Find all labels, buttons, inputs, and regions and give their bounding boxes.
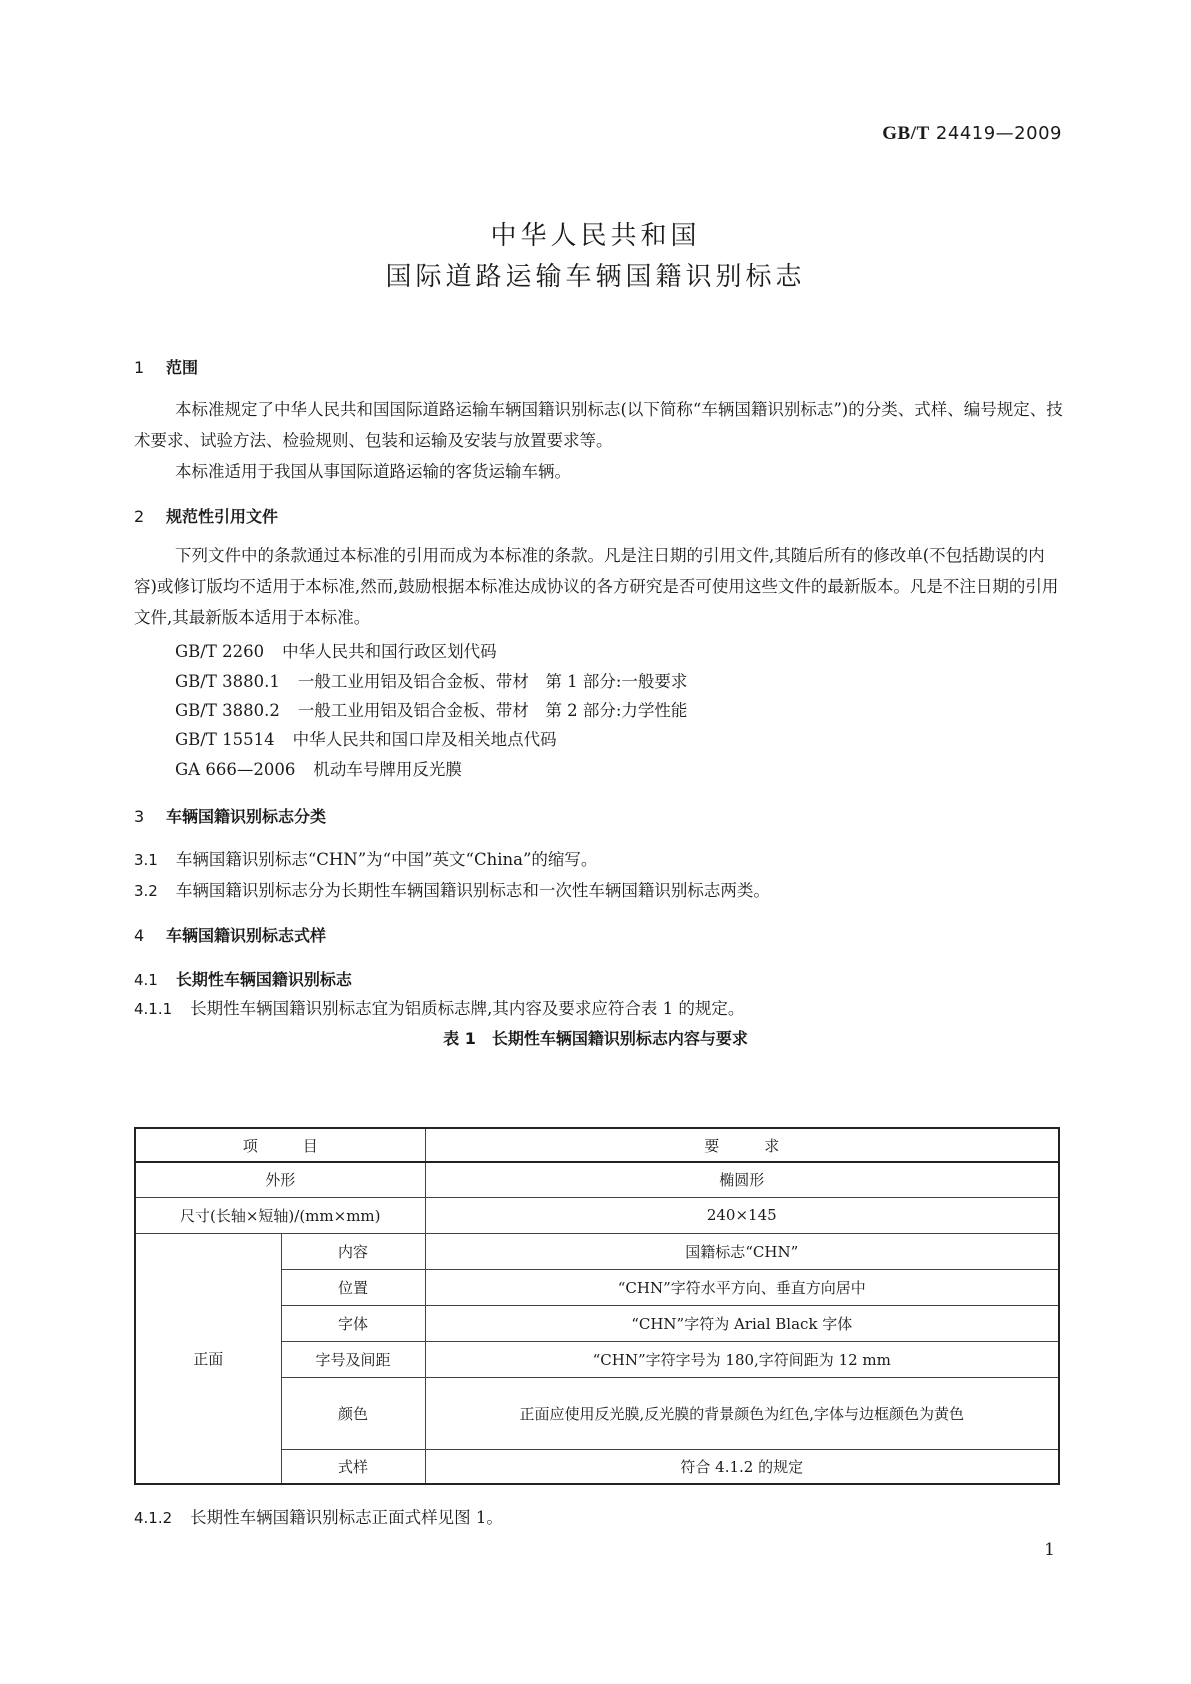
standard-code — [882, 123, 1062, 145]
table-row: 字号及间距 “CHN”字符字号为 180,字符间距为 12 mm — [135, 1341, 1059, 1377]
section-2-heading: 2 规范性引用文件 — [134, 507, 279, 526]
reference-item: GB/T 15514 中华人民共和国口岸及相关地点代码 — [175, 730, 557, 749]
requirements-table — [134, 1127, 1060, 1485]
standard-number: 24419—2009 — [935, 123, 1062, 144]
clause-3-1: 3.1 车辆国籍识别标志“CHN”为“中国”英文“China”的缩写。 — [134, 850, 598, 869]
section-1-paragraph-1: 本标准规定了中华人民共和国国际道路运输车辆国籍识别标志(以下简称“车辆国籍识别标志”)的分类、式样、编号规定、技术要求、试验方法、检验规则、包装和运输及安装与放置要求等。 — [134, 400, 1063, 450]
reference-item: GA 666—2006 机动车号牌用反光膜 — [175, 760, 462, 779]
section-1-paragraph-2: 本标准适用于我国从事国际道路运输的客货运输车辆。 — [175, 462, 571, 481]
section-2-paragraph: 下列文件中的条款通过本标准的引用而成为本标准的条款。凡是注日期的引用文件,其随后所有的修改单(不包括勘误的内容)或修订版均不适用于本标准,然而,鼓励根据本标准达成协议的各方研究是否可使用这些文件的最新版本。凡是不注日期的引用文件,其最新版本适用于本标准。 — [134, 546, 1059, 627]
table-row: 式样 符合 4.1.2 的规定 — [135, 1449, 1059, 1484]
table-row: 字体 “CHN”字符为 Arial Black 字体 — [135, 1305, 1059, 1341]
clause-4-1-2: 4.1.2 长期性车辆国籍识别标志正面式样见图 1。 — [134, 1508, 503, 1527]
standard-prefix: GB/T — [882, 123, 930, 144]
header-item: 项 目 — [135, 1128, 425, 1162]
document-title-line2: 国际道路运输车辆国籍识别标志 — [385, 262, 806, 292]
table-row: 颜色 正面应使用反光膜,反光膜的背景颜色为红色,字体与边框颜色为黄色 — [135, 1377, 1059, 1449]
front-group-label: 正面 — [135, 1233, 281, 1484]
section-3-heading: 3 车辆国籍识别标志分类 — [134, 807, 327, 826]
table-row: 位置 “CHN”字符水平方向、垂直方向居中 — [135, 1269, 1059, 1305]
section-1-heading: 1 范围 — [134, 358, 199, 377]
table-1-caption: 表 1 长期性车辆国籍识别标志内容与要求 — [443, 1029, 748, 1048]
table-row: 外形 椭圆形 — [135, 1162, 1059, 1197]
header-requirement: 要 求 — [425, 1128, 1059, 1162]
section-4-heading: 4 车辆国籍识别标志式样 — [134, 926, 327, 945]
page-number: 1 — [1044, 1540, 1055, 1560]
table-row: 尺寸(长轴×短轴)/(mm×mm) 240×145 — [135, 1197, 1059, 1233]
section-4-1-heading: 4.1 长期性车辆国籍识别标志 — [134, 970, 352, 989]
table-header-row — [135, 1128, 1059, 1162]
reference-item: GB/T 3880.2 一般工业用铝及铝合金板、带材 第 2 部分:力学性能 — [175, 701, 688, 720]
clause-3-2: 3.2 车辆国籍识别标志分为长期性车辆国籍识别标志和一次性车辆国籍识别标志两类。 — [134, 881, 770, 900]
clause-4-1-1: 4.1.1 长期性车辆国籍识别标志宜为铝质标志牌,其内容及要求应符合表 1 的规定。 — [134, 999, 745, 1018]
document-title-line1: 中华人民共和国 — [490, 221, 701, 251]
reference-item: GB/T 2260 中华人民共和国行政区划代码 — [175, 642, 497, 661]
reference-item: GB/T 3880.1 一般工业用铝及铝合金板、带材 第 1 部分:一般要求 — [175, 672, 688, 691]
table-row: 正面 内容 国籍标志“CHN” — [135, 1233, 1059, 1269]
